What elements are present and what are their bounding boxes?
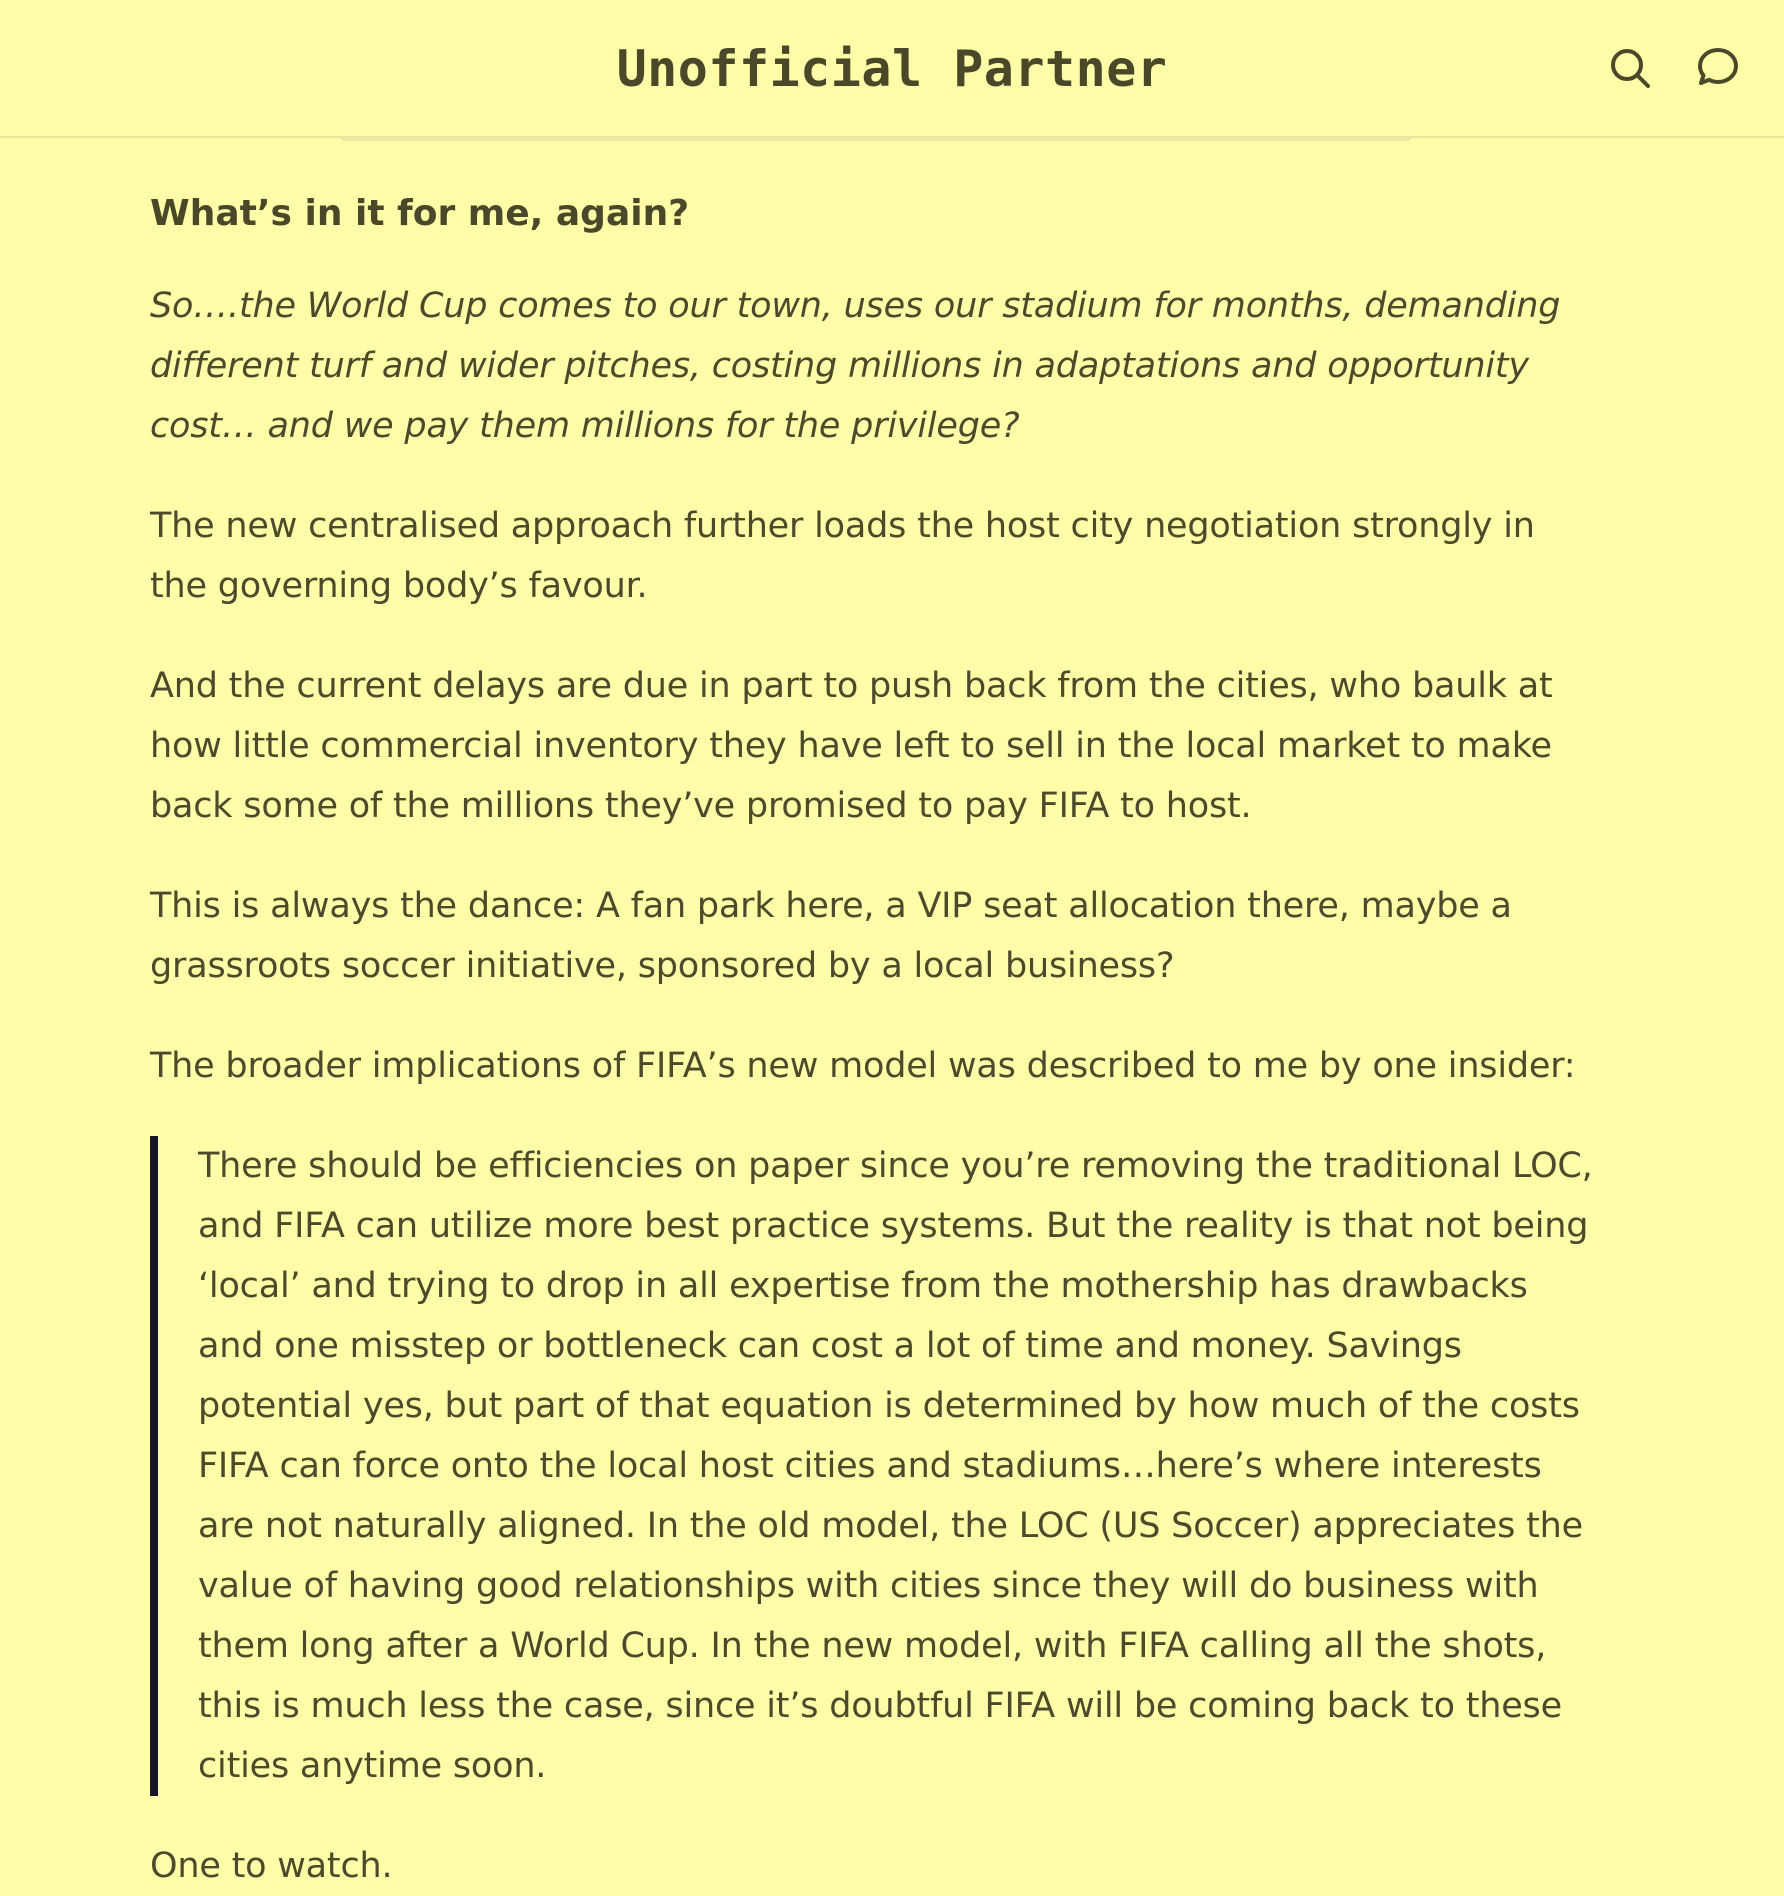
blockquote bbox=[150, 1136, 1600, 1796]
article-body bbox=[150, 188, 1600, 1896]
search-icon bbox=[1606, 44, 1654, 92]
blockquote-text: There should be efficiencies on paper since you’re removing the traditional LOC, and FIFA can utilize more best practice systems. But the reality is that not being ‘local’ and trying to drop in all expertise from the mothership has drawbacks and one misstep or bottleneck can cost a lot of time and money. Savings potential yes, but part of that equation is determined by how much of the costs FIFA can force onto the local host cities and stadiums…here’s where interests are not naturally aligned. In the old model, the LOC (US Soccer) appreciates the value of having good relationships with cities since they will do business with them long after a World Cup. In the new model, with FIFA calling all the shots, this is much less the case, since it’s doubtful FIFA will be coming back to these cities anytime soon. bbox=[198, 1146, 1593, 1786]
header-shadow bbox=[340, 137, 1412, 141]
paragraph-3: This is always the dance: A fan park here, a VIP seat allocation there, maybe a grassroots soccer initiative, sponsored by a local business? bbox=[150, 886, 1512, 986]
comments-button[interactable] bbox=[1694, 44, 1742, 92]
top-bar bbox=[0, 0, 1784, 138]
site-title[interactable]: Unofficial Partner bbox=[616, 40, 1168, 98]
closing-paragraph: One to watch. bbox=[150, 1846, 393, 1886]
paragraph-1: The new centralised approach further loads the host city negotiation strongly in the governing body’s favour. bbox=[150, 506, 1535, 606]
comment-icon bbox=[1694, 44, 1742, 92]
italic-paragraph: So….the World Cup comes to our town, uses our stadium for months, demanding different turf and wider pitches, costing millions in adaptations and opportunity cost… and we pay them millions for the privilege? bbox=[150, 286, 1561, 446]
search-button[interactable] bbox=[1606, 44, 1654, 92]
section-subheading: What’s in it for me, again? bbox=[150, 193, 690, 234]
paragraph-2: And the current delays are due in part to push back from the cities, who baulk at how little commercial inventory they have left to sell in the local market to make back some of the millions they’ve promised to pay FIFA to host. bbox=[150, 666, 1553, 826]
paragraph-4: The broader implications of FIFA’s new model was described to me by one insider: bbox=[150, 1046, 1576, 1086]
